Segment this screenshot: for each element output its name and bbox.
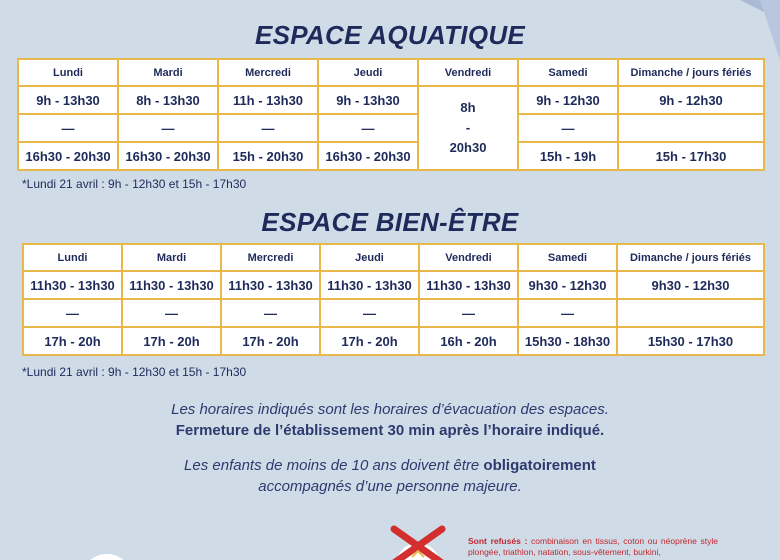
separator-cell: — — [18, 114, 118, 142]
hours-cell: 9h - 13h30 — [318, 86, 418, 114]
pool-badge-icon — [74, 544, 140, 560]
hours-cell: 9h - 12h30 — [518, 86, 618, 114]
day-header: Dimanche / jours fériés — [618, 59, 764, 86]
hours-cell: 17h - 20h — [320, 327, 419, 355]
hours-cell: 16h30 - 20h30 — [18, 142, 118, 170]
info-line-children — [0, 455, 780, 476]
info-line-evacuation: Les horaires indiqués sont les horaires d’évacuation des espaces. — [171, 401, 609, 418]
separator-cell: — — [221, 299, 320, 327]
aquatique-morning-row — [18, 86, 764, 114]
bienetre-title: ESPACE BIEN-ÊTRE — [261, 207, 519, 237]
aquatique-header-row — [18, 59, 764, 86]
bienetre-table — [22, 243, 765, 356]
hours-cell: 11h30 - 13h30 — [320, 271, 419, 299]
refused-list: combinaison en tissus, coton ou néoprène style plongée, triathlon, natation, sous-vêtement, burkini, — [468, 536, 718, 557]
aquatique-table — [17, 58, 765, 171]
info-block — [0, 399, 780, 497]
separator-cell: — — [419, 299, 518, 327]
info-children-text: Les enfants de moins de 10 ans doivent être — [184, 457, 484, 474]
info-line-closing: Fermeture de l’établissement 30 min après l’horaire indiqué. — [175, 422, 605, 439]
info-children-emphasis: obligatoirement — [483, 457, 596, 474]
refused-label: Sont refusés : — [468, 536, 528, 546]
day-header: Dimanche / jours fériés — [617, 244, 764, 271]
bienetre-note: *Lundi 21 avril : 9h - 12h30 et 15h - 17h30 — [22, 365, 247, 379]
day-header: Lundi — [23, 244, 122, 271]
hours-cell: 8h - 13h30 — [118, 86, 218, 114]
hours-cell: 17h - 20h — [23, 327, 122, 355]
bienetre-separator-row — [23, 299, 764, 327]
hours-cell: 11h30 - 13h30 — [23, 271, 122, 299]
hours-cell: 16h30 - 20h30 — [318, 142, 418, 170]
day-header: Mardi — [118, 59, 218, 86]
hours-cell: 17h - 20h — [122, 327, 221, 355]
day-header: Samedi — [518, 59, 618, 86]
hours-cell: 15h - 17h30 — [618, 142, 764, 170]
day-header: Lundi — [18, 59, 118, 86]
hours-cell: 9h - 12h30 — [618, 86, 764, 114]
refused-items-text — [468, 536, 718, 558]
separator-cell: — — [23, 299, 122, 327]
separator-cell: — — [318, 114, 418, 142]
separator-cell: — — [320, 299, 419, 327]
hours-cell: 9h - 13h30 — [18, 86, 118, 114]
day-header: Mercredi — [218, 59, 318, 86]
day-header: Jeudi — [318, 59, 418, 86]
aquatique-separator-row — [18, 114, 764, 142]
day-header: Mercredi — [221, 244, 320, 271]
forbidden-cross-icon — [388, 523, 448, 560]
hours-cell: 9h30 - 12h30 — [518, 271, 617, 299]
empty-cell — [618, 114, 764, 142]
hours-cell: 9h30 - 12h30 — [617, 271, 764, 299]
vendredi-hours-cell — [418, 86, 518, 170]
hours-cell: 15h30 - 18h30 — [518, 327, 617, 355]
hours-cell: 11h30 - 13h30 — [122, 271, 221, 299]
aquatique-title: ESPACE AQUATIQUE — [254, 20, 526, 50]
aquatique-evening-row — [18, 142, 764, 170]
separator-cell: — — [118, 114, 218, 142]
bienetre-evening-row — [23, 327, 764, 355]
day-header: Samedi — [518, 244, 617, 271]
vendredi-close: 20h30 — [449, 140, 487, 155]
hours-cell: 15h - 19h — [518, 142, 618, 170]
hours-cell: 15h30 - 17h30 — [617, 327, 764, 355]
separator-cell: — — [218, 114, 318, 142]
aquatique-note: *Lundi 21 avril : 9h - 12h30 et 15h - 17h30 — [22, 177, 247, 191]
day-header: Mardi — [122, 244, 221, 271]
hours-cell: 16h - 20h — [419, 327, 518, 355]
separator-cell: — — [122, 299, 221, 327]
hours-cell: 11h30 - 13h30 — [221, 271, 320, 299]
hours-cell: 17h - 20h — [221, 327, 320, 355]
hours-cell: 11h - 13h30 — [218, 86, 318, 114]
day-header: Jeudi — [320, 244, 419, 271]
hours-cell: 11h30 - 13h30 — [419, 271, 518, 299]
day-header: Vendredi — [419, 244, 518, 271]
vendredi-open: 8h — [460, 100, 476, 115]
hours-cell: 16h30 - 20h30 — [118, 142, 218, 170]
empty-cell — [617, 299, 764, 327]
separator-cell: — — [518, 299, 617, 327]
bienetre-morning-row — [23, 271, 764, 299]
hours-cell: 15h - 20h30 — [218, 142, 318, 170]
vendredi-dash: - — [465, 120, 471, 135]
info-line-accompany: accompagnés d’une personne majeure. — [258, 478, 522, 495]
bienetre-header-row — [23, 244, 764, 271]
day-header: Vendredi — [418, 59, 518, 86]
separator-cell: — — [518, 114, 618, 142]
